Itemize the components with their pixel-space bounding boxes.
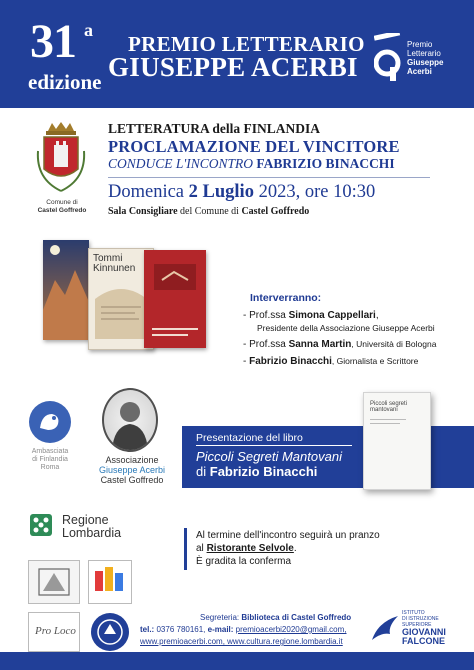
presented-book-cover bbox=[363, 392, 431, 490]
secretariat-prefix: Segreteria: bbox=[200, 613, 240, 622]
lunch-accent-bar bbox=[184, 528, 187, 570]
pro-loco-label: Pro Loco bbox=[35, 625, 76, 637]
event-subject: LETTERATURA della FINLANDIA bbox=[108, 121, 321, 136]
falcone-line4: GIOVANNI bbox=[402, 627, 446, 637]
event-venue bbox=[108, 206, 309, 217]
event-host-line bbox=[108, 156, 395, 172]
book2-author-first: Tommi bbox=[93, 253, 123, 264]
websites-link[interactable]: www.premioacerbi.com, www.cultura.regione.lombardia.it bbox=[140, 637, 343, 646]
presentation-heading: Presentazione del libro bbox=[196, 432, 303, 444]
falcone-institute-label bbox=[402, 610, 446, 646]
edition-number: 31 bbox=[30, 15, 76, 68]
book-cover-2-art-icon bbox=[95, 279, 147, 339]
region-label-line2: Lombardia bbox=[62, 526, 122, 540]
speaker-1 bbox=[243, 310, 379, 322]
cover-line-2 bbox=[370, 423, 400, 424]
lunch-line2-suffix: . bbox=[293, 543, 297, 554]
speaker-1-role: Presidente della Associazione Giuseppe Acerbi bbox=[257, 323, 435, 333]
speaker-3-prefix: - bbox=[243, 356, 250, 367]
sponsor-seal-icon bbox=[90, 612, 130, 652]
falcone-line5: FALCONE bbox=[402, 636, 446, 646]
lunch-line2-prefix: al bbox=[196, 543, 204, 554]
castel-goffredo-crest-icon bbox=[34, 121, 88, 199]
association-label-line1: Associazione bbox=[105, 455, 159, 465]
host-prefix: CONDUCE L'INCONTRO bbox=[108, 156, 254, 171]
crest-caption-line2: Castel Goffredo bbox=[37, 207, 87, 214]
book-cover-3-art-icon bbox=[144, 250, 206, 348]
prize-title-line2: GIUSEPPE ACERBI bbox=[108, 52, 358, 82]
presentation-book-title: Piccoli Segreti Mantovani bbox=[196, 449, 342, 464]
finland-embassy-lion-icon bbox=[28, 400, 72, 444]
speaker-3-suffix: , Giornalista e Scrittore bbox=[331, 356, 419, 366]
speaker-1-prefix: - Prof.ssa bbox=[243, 310, 289, 321]
sponsor-1-emblem-icon bbox=[29, 561, 79, 603]
presentation-divider bbox=[196, 445, 352, 446]
prize-title-line1: PREMIO LETTERARIO bbox=[128, 32, 365, 56]
association-label-line3: Castel Goffredo bbox=[100, 475, 164, 485]
speaker-2-name: Sanna Martin bbox=[288, 339, 352, 350]
lunch-line3: È gradita la conferma bbox=[196, 556, 292, 567]
venue-mid: del Comune di bbox=[180, 206, 239, 217]
presentation-author bbox=[196, 464, 317, 479]
venue-town: Castel Goffredo bbox=[241, 206, 310, 217]
book-cover-1 bbox=[43, 240, 89, 340]
tel-number[interactable]: 0376 780161, bbox=[156, 625, 206, 634]
sponsor-logo-2 bbox=[88, 560, 132, 604]
logo-text-giuseppe: Giuseppe bbox=[407, 58, 444, 67]
sponsor-logo-1 bbox=[28, 560, 80, 604]
pro-loco-logo bbox=[28, 612, 80, 652]
speaker-2 bbox=[243, 338, 436, 351]
falcone-line1: ISTITUTO bbox=[402, 610, 425, 616]
logo-text-letterario: Letterario bbox=[407, 49, 441, 58]
speaker-2-suffix: , Università di Bologna bbox=[351, 339, 437, 349]
logo-text-acerbi: Acerbi bbox=[407, 67, 432, 76]
date-year-time: 2023, ore 10:30 bbox=[258, 182, 376, 202]
edition-word: edizione bbox=[28, 70, 102, 94]
email-link[interactable]: premioacerbi2020@gmail.com, bbox=[235, 625, 347, 634]
association-label-line2: Giuseppe Acerbi bbox=[98, 465, 166, 475]
speaker-1-name: Simona Cappellari bbox=[288, 310, 376, 321]
portrait-figure-icon bbox=[104, 390, 156, 450]
embassy-label-line3: Roma bbox=[40, 464, 60, 471]
book2-author-last: Kinnunen bbox=[93, 263, 136, 274]
book-cover-1-art-icon bbox=[43, 240, 89, 340]
crest-caption-line1: Comune di bbox=[46, 199, 78, 206]
lunch-restaurant: Ristorante Selvole bbox=[206, 543, 294, 554]
venue-room: Sala Consigliare bbox=[108, 206, 178, 217]
lunch-line1: Al termine dell'incontro seguirà un pranzo bbox=[196, 530, 380, 541]
email-label: e-mail: bbox=[207, 625, 234, 634]
secretariat-line bbox=[200, 612, 351, 623]
divider bbox=[108, 177, 430, 178]
embassy-label-line1: Ambasciata bbox=[31, 448, 69, 455]
embassy-label-line2: di Finlandia bbox=[32, 456, 68, 463]
speaker-2-prefix: - Prof.ssa bbox=[243, 339, 289, 350]
falcone-bird-icon bbox=[370, 612, 400, 644]
host-name: FABRIZIO BINACCHI bbox=[256, 156, 395, 171]
logo-text-premio: Premio bbox=[407, 40, 433, 49]
date-day-month: 2 Luglio bbox=[188, 182, 254, 202]
contacts-line bbox=[140, 624, 347, 635]
speaker-1-suffix: , bbox=[375, 310, 379, 321]
sponsor-2-colorful-icon bbox=[89, 561, 131, 603]
rose-camuna-icon bbox=[30, 514, 52, 536]
falcone-line2: DI ISTRUZIONE bbox=[402, 616, 439, 622]
falcone-line3: SUPERIORE bbox=[402, 622, 432, 628]
presentation-by: di bbox=[196, 464, 207, 479]
speaker-3-name: Fabrizio Binacchi bbox=[249, 356, 332, 367]
lunch-line2 bbox=[196, 543, 297, 555]
book-cover-3 bbox=[144, 250, 206, 348]
speakers-heading: Interverranno: bbox=[250, 292, 322, 304]
footer-band bbox=[0, 652, 474, 670]
event-date bbox=[108, 182, 375, 203]
secretariat-name: Biblioteca di Castel Goffredo bbox=[241, 613, 352, 622]
presented-book-cover-title: Piccoli segreti mantovani bbox=[370, 401, 408, 413]
cover-line-1 bbox=[370, 419, 406, 420]
tel-label: tel.: bbox=[140, 625, 155, 634]
event-headline: PROCLAMAZIONE DEL VINCITORE bbox=[108, 137, 400, 156]
presentation-author-name: Fabrizio Binacchi bbox=[209, 464, 318, 479]
acerbi-portrait bbox=[102, 388, 158, 452]
date-weekday: Domenica bbox=[108, 182, 185, 202]
region-label-line1: Regione bbox=[62, 513, 109, 527]
speaker-3 bbox=[243, 355, 418, 368]
premio-acerbi-logo-icon bbox=[374, 33, 402, 83]
regione-lombardia-rose-icon bbox=[30, 514, 52, 536]
edition-superscript: a bbox=[84, 20, 93, 40]
